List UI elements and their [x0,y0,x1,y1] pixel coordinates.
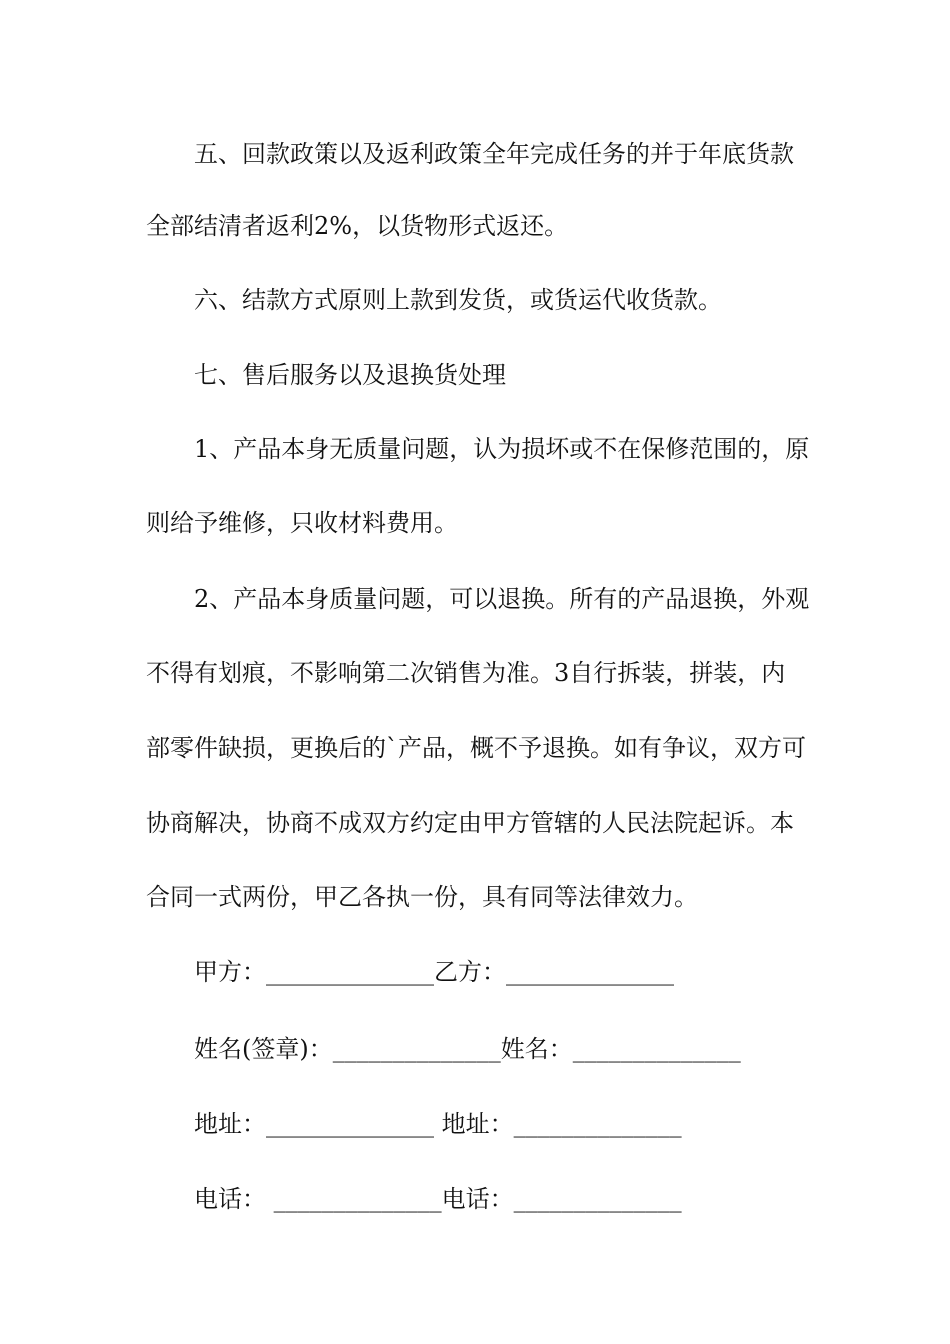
item-2-line-1: 2、产品本身质量问题，可以退换。所有的产品退换，外观 [194,585,810,613]
paragraph-7-heading: 七、售后服务以及退换货处理 [194,361,506,389]
signature-address-line: 地址：______________ 地址：______________ [194,1110,682,1138]
paragraph-5-line-2: 全部结清者返利2%，以货物形式返还。 [146,212,569,240]
item-1-line-2: 则给予维修，只收材料费用。 [146,509,458,537]
item-2-line-4: 协商解决，协商不成双方约定由甲方管辖的人民法院起诉。本 [146,809,794,837]
item-2-line-2: 不得有划痕，不影响第二次销售为准。3自行拆装，拼装，内 [146,659,786,687]
item-1-line-1: 1、产品本身无质量问题，认为损坏或不在保修范围的，原 [194,435,810,463]
item-2-line-3: 部零件缺损，更换后的`产品，概不予退换。如有争议，双方可 [146,734,806,762]
paragraph-5-line-1: 五、回款政策以及返利政策全年完成任务的并于年底货款 [194,140,794,168]
item-2-line-5: 合同一式两份，甲乙各执一份，具有同等法律效力。 [146,883,698,911]
signature-phone-line: 电话： ______________电话：______________ [194,1185,682,1213]
signature-name-line: 姓名(签章)：______________姓名：______________ [194,1035,741,1063]
signature-party-line: 甲方：______________乙方：______________ [194,958,674,986]
paragraph-6: 六、结款方式原则上款到发货，或货运代收货款。 [194,286,722,314]
